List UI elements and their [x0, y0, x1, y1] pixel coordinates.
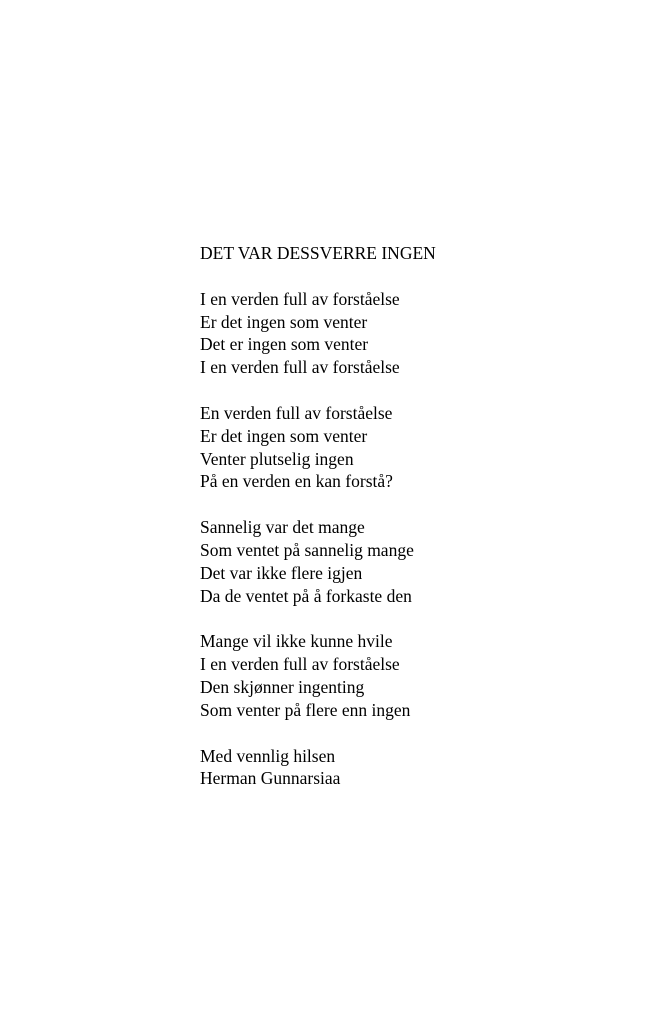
poem-line: Den skjønner ingenting — [200, 676, 365, 697]
poem-title: DET VAR DESSVERRE INGEN — [200, 243, 436, 263]
poem-line: I en verden full av forståelse — [200, 654, 400, 675]
poem-line: Venter plutselig ingen — [200, 448, 354, 469]
poem-line: Som venter på flere enn ingen — [200, 699, 411, 720]
poem-line: En verden full av forståelse — [200, 402, 393, 423]
signature — [200, 745, 620, 791]
signature-author: Herman Gunnarsiaa — [200, 768, 341, 789]
poem-line: I en verden full av forståelse — [200, 357, 400, 378]
stanza-2 — [200, 402, 620, 493]
poem-line: På en verden en kan forstå? — [200, 471, 393, 492]
stanza-3 — [200, 516, 620, 607]
poem-line: Er det ingen som venter — [200, 311, 368, 332]
stanza-1 — [200, 288, 620, 379]
poem-line: I en verden full av forståelse — [200, 288, 400, 309]
poem-line: Da de ventet på å forkaste den — [200, 585, 412, 606]
stanza-4 — [200, 630, 620, 721]
poem-line: Mange vil ikke kunne hvile — [200, 631, 393, 652]
poem-line: Det var ikke flere igjen — [200, 562, 363, 583]
poem-line: Det er ingen som venter — [200, 334, 369, 355]
poem-line: Sannelig var det mange — [200, 517, 365, 538]
signature-closing: Med vennlig hilsen — [200, 745, 336, 766]
poem-line: Som ventet på sannelig mange — [200, 539, 414, 560]
poem — [200, 242, 620, 790]
poem-line: Er det ingen som venter — [200, 425, 368, 446]
